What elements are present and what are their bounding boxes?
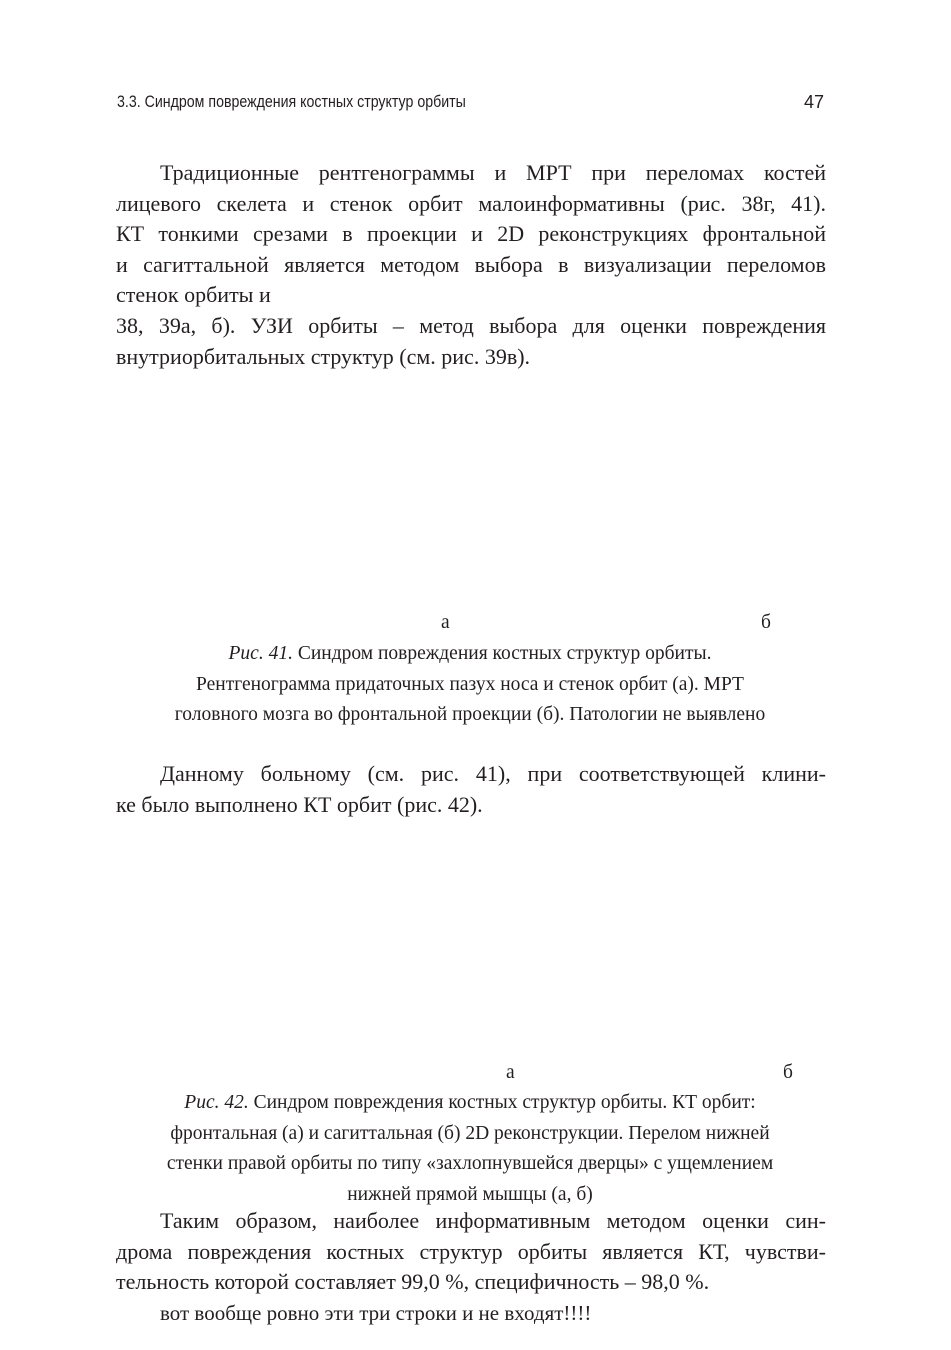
paragraph-line: внутриорбитальных структур (см. рис. 39в). (116, 343, 531, 369)
paragraph-line: лицевого скелета и стенок орбит малоинформативны (рис. 38г, 41). (116, 190, 826, 216)
paragraph-line: стенок орбиты и (116, 282, 271, 308)
figure-42-caption-line: нижней прямой мышцы (а, б) (347, 1183, 593, 1205)
figure-41-caption-label: Рис. 41. (228, 643, 293, 664)
figure-41-panel-a-label: а (441, 612, 450, 633)
body-paragraph-2 (116, 759, 826, 820)
body-paragraph-3 (116, 1206, 826, 1328)
paragraph-line: 38, 39а, б). УЗИ орбиты – метод выбора для оценки повреждения (116, 312, 826, 338)
figure-42-panel-a-label: а (506, 1062, 515, 1083)
page-number: 47 (803, 92, 824, 112)
figure-42-image-area (116, 835, 826, 1050)
figure-41-caption (100, 639, 840, 731)
figure-42-caption-label: Рис. 42. (184, 1092, 249, 1113)
paragraph-line: Традиционные рентгенограммы и МРТ при переломах костей (160, 160, 826, 185)
paragraph-line: дрома повреждения костных структур орбиты является КТ, чувстви- (116, 1238, 826, 1264)
figure-42-caption-line: стенки правой орбиты по типу «захлопнувшейся дверцы» с ущемлением (166, 1153, 774, 1174)
figure-41-image-area (116, 390, 826, 600)
figure-41-panel-b-label: б (761, 612, 771, 633)
figure-42-panel-b-label: б (783, 1062, 793, 1083)
paragraph-line: КТ тонкими срезами в проекции и 2D реконструкциях фронтальной (116, 221, 826, 247)
paragraph-line: Таким образом, наиболее информативным методом оценки син- (160, 1208, 826, 1233)
figure-42-caption (100, 1088, 840, 1210)
figure-41-caption-line: Рентгенограмма придаточных пазух носа и стенок орбит (а). МРТ (196, 673, 744, 695)
figure-42-caption-text: Синдром повреждения костных структур орбиты. КТ орбит: (248, 1092, 756, 1113)
paragraph-line: вот вообще ровно эти три строки и не входят!!!! (160, 1300, 592, 1325)
paragraph-line: ке было выполнено КТ орбит (рис. 42). (116, 791, 483, 817)
paragraph-line: тельность которой составляет 99,0 %, специфичность – 98,0 %. (116, 1269, 710, 1295)
body-paragraph-1 (116, 158, 826, 372)
figure-41-caption-line: головного мозга во фронтальной проекции (б). Патологии не выявлено (174, 704, 766, 725)
paragraph-line: Данному больному (см. рис. 41), при соответствующей клини- (160, 761, 826, 786)
paragraph-line: и сагиттальной является методом выбора в визуализации переломов (116, 251, 826, 277)
running-head: 3.3. Синдром повреждения костных структур орбиты (117, 93, 466, 111)
figure-42-caption-line: фронтальная (а) и сагиттальная (б) 2D реконструкции. Перелом нижней (170, 1122, 770, 1144)
figure-41-caption-text: Синдром повреждения костных структур орбиты. (292, 643, 712, 664)
